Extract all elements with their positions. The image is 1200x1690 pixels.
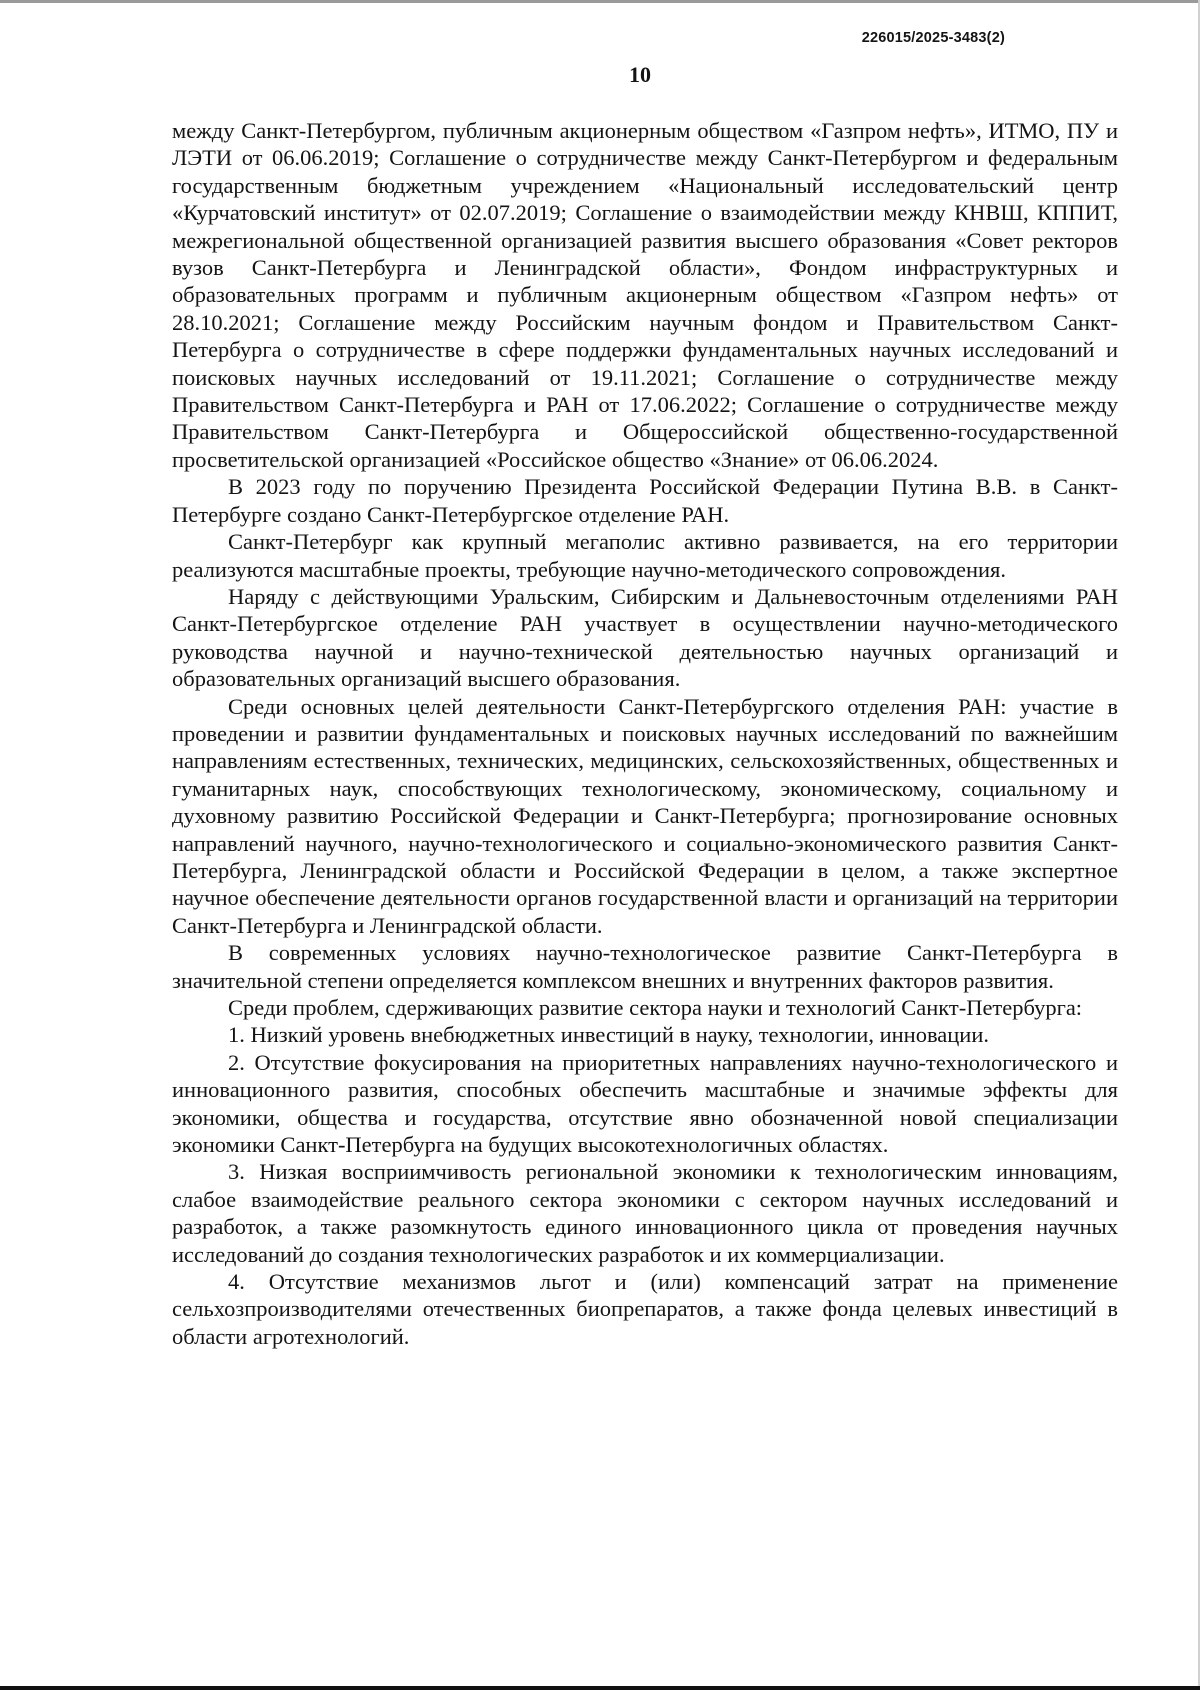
document-registration-number: 226015/2025-3483(2) bbox=[861, 30, 1005, 46]
list-item-problem-2: 2. Отсутствие фокусирования на приоритетных направлениях научно-технологического и инновационного развития, способных обеспечить масштабные и значимые эффекты для экономики, общества и государства, отсутствие явно обозначенной новой специализации экономики Санкт-Петербурга на будущих высокотехнологичных областях. bbox=[172, 1049, 1118, 1158]
paragraph-problems-intro: Среди проблем, сдерживающих развитие сектора науки и технологий Санкт-Петербурга: bbox=[228, 995, 1083, 1020]
paragraph-megapolis: Санкт-Петербург как крупный мегаполис активно развивается, на его территории реализуются масштабные проекты, требующие научно-методического сопровождения. bbox=[172, 529, 1118, 582]
document-body bbox=[172, 117, 1118, 1350]
paragraph-agreements-continued: между Санкт-Петербургом, публичным акционерным обществом «Газпром нефть», ИТМО, ПУ и ЛЭТИ от 06.06.2019; Соглашение о сотрудничестве между Санкт-Петербургом и федеральным государственным бюджетным учреждением «Национальный исследовательский центр «Курчатовский институт» от 02.07.2019; Соглашение о взаимодействии между КНВШ, КППИТ, межрегиональной общественной организацией развития высшего образования «Совет ректоров вузов Санкт-Петербурга и Ленинградской области», Фондом инфраструктурных и образовательных программ и публичным акционерным обществом «Газпром нефть» от 28.10.2021; Соглашение между Российским научным фондом и Правительством Санкт-Петербурга о сотрудничестве в сфере поддержки фундаментальных научных исследований и поисковых научных исследований от 19.11.2021; Соглашение о сотрудничестве между Правительством Санкт-Петербурга и РАН от 17.06.2022; Соглашение о сотрудничестве между Правительством Санкт-Петербурга и Общероссийской общественно-государственной просветительской организацией «Российское общество «Знание» от 06.06.2024. bbox=[172, 118, 1118, 472]
page-number: 10 bbox=[629, 62, 651, 87]
paragraph-branch-goals: Среди основных целей деятельности Санкт-Петербургского отделения РАН: участие в проведении и развитии фундаментальных и поисковых научных исследований по важнейшим направлениям естественных, технических, медицинских, сельскохозяйственных, общественных и гуманитарных наук, способствующих технологическому, экономическому, социальному и духовному развитию Российской Федерации и Санкт-Петербурга; прогнозирование основных направлений научного, научно-технологического и социально-экономического развития Санкт-Петербурга, Ленинградской области и Российской Федерации в целом, а также экспертное научное обеспечение деятельности органов государственной власти и организаций на территории Санкт-Петербурга и Ленинградской области. bbox=[172, 693, 1118, 938]
list-item-problem-3: 3. Низкая восприимчивость региональной экономики к технологическим инновациям, слабое взаимодействие реального сектора экономики с сектором научных исследований и разработок, а также разомкнутость единого инновационного цикла от проведения научных исследований до создания технологических разработок и их коммерциализации. bbox=[172, 1159, 1118, 1267]
scan-top-edge bbox=[0, 0, 1200, 3]
paragraph-modern-conditions: В современных условиях научно-технологическое развитие Санкт-Петербурга в значительной степени определяется комплексом внешних и внутренних факторов развития. bbox=[172, 940, 1118, 993]
scan-bottom-edge bbox=[0, 1686, 1200, 1690]
list-item-problem-4: 4. Отсутствие механизмов льгот и (или) компенсаций затрат на применение сельхозпроизводителями отечественных биопрепаратов, а также фонда целевых инвестиций в области агротехнологий. bbox=[172, 1269, 1118, 1349]
list-item-problem-1: 1. Низкий уровень внебюджетных инвестиций в науку, технологии, инновации. bbox=[228, 1022, 990, 1048]
paragraph-ras-branch-created: В 2023 году по поручению Президента Российской Федерации Путина В.В. в Санкт-Петербурге создано Санкт-Петербургское отделение РАН. bbox=[172, 474, 1118, 527]
paragraph-ras-branches: Наряду с действующими Уральским, Сибирским и Дальневосточным отделениями РАН Санкт-Петербургское отделение РАН участвует в осуществлении научно-методического руководства научной и научно-технической деятельностью научных организаций и образовательных организаций высшего образования. bbox=[172, 583, 1118, 692]
